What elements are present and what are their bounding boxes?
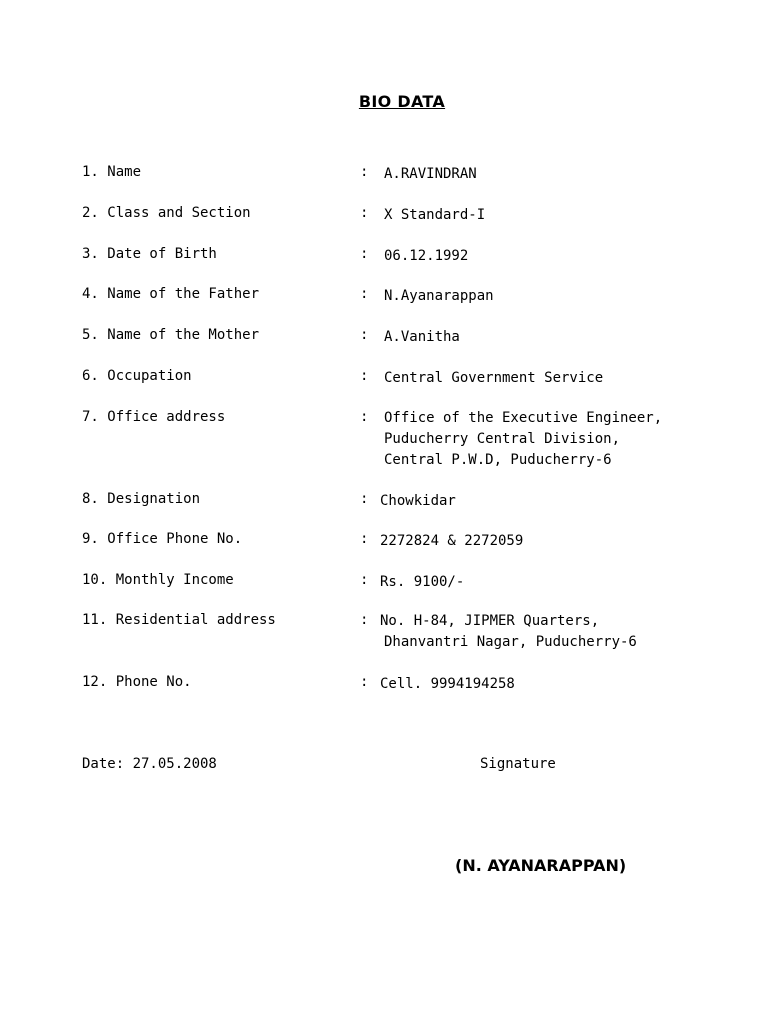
field-row-office-address (0, 409, 768, 473)
field-value-line: A.RAVINDRAN (384, 166, 477, 182)
field-label: 1. Name (82, 164, 142, 180)
field-colon: : (360, 612, 369, 628)
field-colon: : (360, 368, 369, 384)
field-value-line: Cell. 9994194258 (380, 676, 515, 692)
field-value (384, 286, 494, 307)
field-colon: : (360, 409, 369, 425)
signature-label: Signature (480, 756, 556, 772)
field-row-office-phone (0, 531, 768, 551)
field-label: 12. Phone No. (82, 674, 192, 690)
document-date: Date: 27.05.2008 (82, 756, 217, 772)
document-title: BIO DATA (358, 92, 446, 111)
field-label: 6. Occupation (82, 368, 192, 384)
field-colon: : (360, 491, 369, 507)
field-value (384, 246, 468, 267)
field-colon: : (360, 286, 369, 302)
field-label: 2. Class and Section (82, 205, 251, 221)
field-colon: : (360, 205, 369, 221)
field-colon: : (360, 327, 369, 343)
field-value-line: Office of the Executive Engineer, (384, 410, 663, 426)
field-label: 10. Monthly Income (82, 572, 234, 588)
field-label: 8. Designation (82, 491, 201, 507)
field-value (380, 572, 464, 593)
field-row-occupation (0, 368, 768, 388)
field-colon: : (360, 572, 369, 588)
field-value (380, 491, 456, 512)
field-value-line: Central P.W.D, Puducherry-6 (384, 452, 612, 468)
signer-name: (N. AYANARAPPAN) (455, 856, 627, 875)
field-colon: : (360, 246, 369, 262)
field-value-line: Central Government Service (384, 370, 604, 386)
field-value-line: No. H-84, JIPMER Quarters, (380, 613, 600, 629)
field-row-name (0, 164, 768, 184)
field-value (380, 611, 637, 653)
field-value (384, 164, 477, 185)
field-value-line: Chowkidar (380, 493, 456, 509)
field-row-date-of-birth (0, 246, 768, 266)
field-row-monthly-income (0, 572, 768, 592)
field-value-line: Puducherry Central Division, (384, 431, 621, 447)
field-value (380, 531, 523, 552)
field-colon: : (360, 531, 369, 547)
field-label: 9. Office Phone No. (82, 531, 243, 547)
field-value-line: X Standard-I (384, 207, 486, 223)
field-value (380, 674, 515, 695)
field-value-line: 2272824 & 2272059 (380, 533, 524, 549)
field-label: 7. Office address (82, 409, 226, 425)
field-label: 3. Date of Birth (82, 246, 217, 262)
field-value-line: N.Ayanarappan (384, 288, 494, 304)
field-label: 5. Name of the Mother (82, 327, 260, 343)
field-value (384, 408, 662, 471)
field-label: 4. Name of the Father (82, 286, 260, 302)
field-colon: : (360, 164, 369, 180)
field-value-line: A.Vanitha (384, 329, 460, 345)
field-label: 11. Residential address (82, 612, 276, 628)
field-value-line: Rs. 9100/- (380, 574, 465, 590)
field-value (384, 368, 603, 389)
field-row-designation (0, 491, 768, 511)
field-row-father-name (0, 286, 768, 306)
field-row-phone (0, 674, 768, 694)
field-row-residential-address (0, 612, 768, 656)
field-value-line: Dhanvantri Nagar, Puducherry-6 (384, 634, 637, 650)
field-value-line: 06.12.1992 (384, 248, 469, 264)
field-value (384, 327, 460, 348)
field-colon: : (360, 674, 369, 690)
field-row-mother-name (0, 327, 768, 347)
field-value (384, 205, 485, 226)
field-row-class-and-section (0, 205, 768, 225)
